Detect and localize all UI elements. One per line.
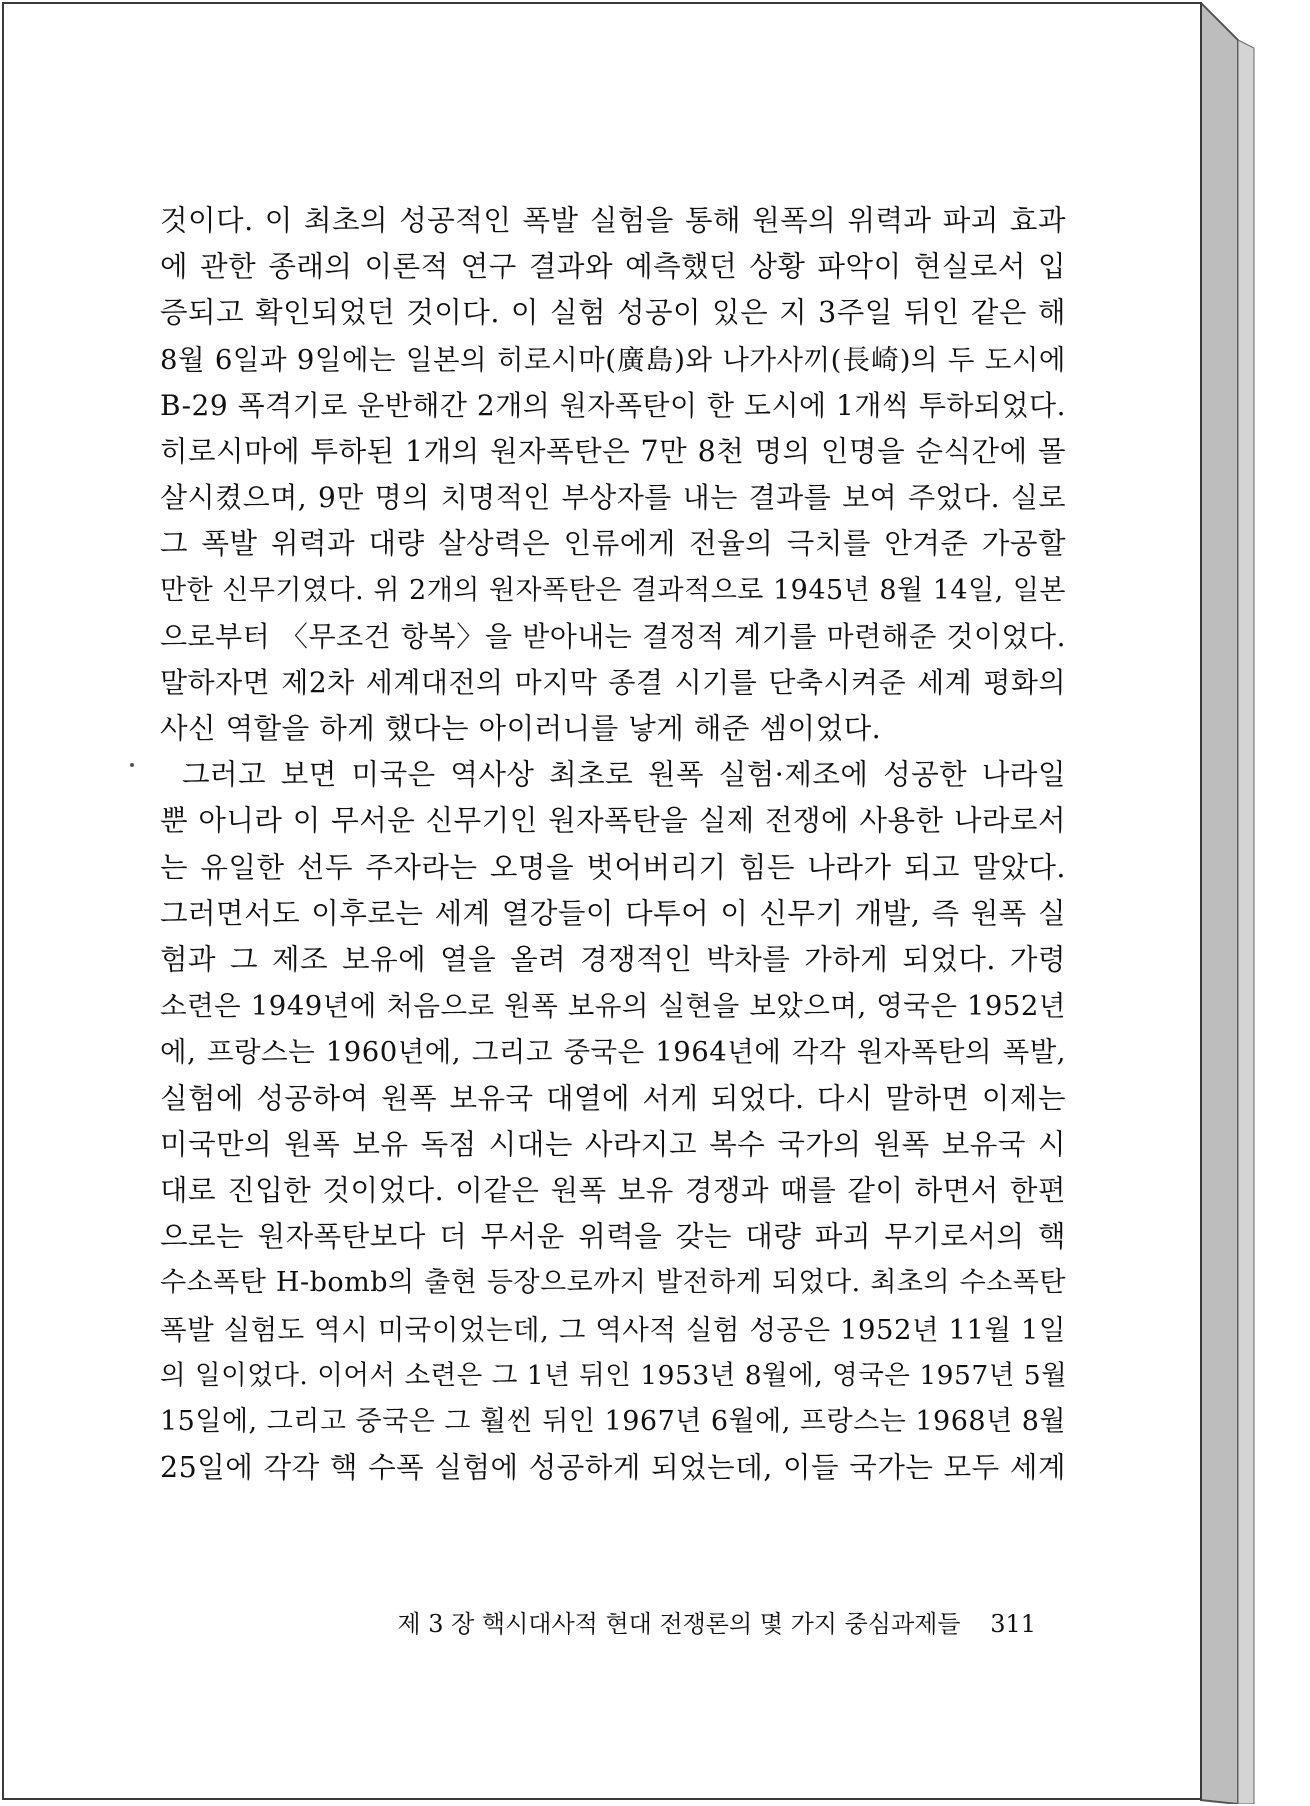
text-line: 으로부터 〈무조건 항복〉을 받아내는 결정적 계기를 마련해준 것이었다. <box>160 619 1066 653</box>
text-line: 에, 프랑스는 1960년에, 그리고 중국은 1964년에 각각 원자폭탄의 폭발, <box>160 1036 1066 1069</box>
text-line: 8월 6일과 9일에는 일본의 히로시마(廣島)와 나가사끼(長崎)의 두 도시에 <box>160 343 1066 376</box>
text-line: 대로 진입한 것이었다. 이같은 원폭 보유 경쟁과 때를 같이 하면서 한편 <box>160 1173 1066 1207</box>
text-line: 말하자면 제2차 세계대전의 마지막 종결 시기를 단축시켜준 세계 평화의 <box>160 665 1066 699</box>
text-line: 험과 그 제조 보유에 열을 올려 경쟁적인 박차를 가하게 되었다. 가령 <box>160 943 1066 976</box>
text-line: 살시켰으며, 9만 명의 치명적인 부상자를 내는 결과를 보여 주었다. 실로 <box>160 481 1066 515</box>
body-text <box>160 198 1066 1491</box>
text-line: 소련은 1949년에 처음으로 원폭 보유의 실현을 보았으며, 영국은 1952년 <box>160 990 1066 1023</box>
text-line: 것이다. 이 최초의 성공적인 폭발 실험을 통해 원폭의 위력과 파괴 효과 <box>160 204 1066 237</box>
text-line: 에 관한 종래의 이론적 연구 결과와 예측했던 상황 파악이 현실로서 입 <box>160 250 1066 284</box>
text-line: 수소폭탄 H-bomb의 출현 등장으로까지 발전하게 되었다. 최초의 수소폭탄 <box>160 1267 1066 1299</box>
text-line: 그러고 보면 미국은 역사상 최초로 원폭 실험·제조에 성공한 나라일 <box>182 758 1066 792</box>
text-line: 그 폭발 위력과 대량 살상력은 인류에게 전율의 극치를 안겨준 가공할 <box>160 527 1066 561</box>
text-line: 으로는 원자폭탄보다 더 무서운 위력을 갖는 대량 파괴 무기로서의 핵 <box>160 1220 1066 1254</box>
text-line: 미국만의 원폭 보유 독점 시대는 사라지고 복수 국가의 원폭 보유국 시 <box>160 1127 1066 1161</box>
running-footer <box>160 1604 1036 1639</box>
paragraph-1 <box>160 198 1066 752</box>
text-line: 25일에 각각 핵 수폭 실험에 성공하게 되었는데, 이들 국가는 모두 세계 <box>160 1451 1066 1485</box>
text-line: 뿐 아니라 이 무서운 신무기인 원자폭탄을 실제 전쟁에 사용한 나라로서 <box>160 804 1066 838</box>
chapter-title: 제 3 장 핵시대사적 현대 전쟁론의 몇 가지 중심과제들 <box>397 1610 961 1638</box>
text-line: B-29 폭격기로 운반해간 2개의 원자폭탄이 한 도시에 1개씩 투하되었다. <box>160 388 1066 422</box>
text-line: 폭발 실험도 역시 미국이었는데, 그 역사적 실험 성공은 1952년 11월 1일 <box>160 1313 1066 1346</box>
paragraph-2 <box>160 752 1066 1491</box>
text-line: 만한 신무기였다. 위 2개의 원자폭탄은 결과적으로 1945년 8월 14일, 일본 <box>160 574 1066 606</box>
page-thickness-edge <box>1200 2 1308 1804</box>
text-line: 실험에 성공하여 원폭 보유국 대열에 서게 되었다. 다시 말하면 이제는 <box>160 1081 1066 1115</box>
text-line: 의 일이었다. 이어서 소련은 그 1년 뒤인 1953년 8월에, 영국은 1957년 5월 <box>160 1359 1068 1391</box>
text-line: 증되고 확인되었던 것이다. 이 실험 성공이 있은 지 3주일 뒤인 같은 해 <box>160 296 1066 330</box>
page-number: 311 <box>990 1610 1036 1638</box>
text-line: 사신 역할을 하게 했다는 아이러니를 낳게 해준 셈이었다. <box>160 712 882 746</box>
text-line: 15일에, 그리고 중국은 그 훨씬 뒤인 1967년 6월에, 프랑스는 1968년 8월 <box>160 1405 1066 1437</box>
text-line: 히로시마에 투하된 1개의 원자폭탄은 7만 8천 명의 인명을 순식간에 몰 <box>160 434 1066 468</box>
text-line: 는 유일한 선두 주자라는 오명을 벗어버리기 힘든 나라가 되고 말았다. <box>160 850 1066 884</box>
text-line: 그러면서도 이후로는 세계 열강들이 다투어 이 신무기 개발, 즉 원폭 실 <box>160 896 1066 930</box>
scan-speck <box>130 763 134 767</box>
